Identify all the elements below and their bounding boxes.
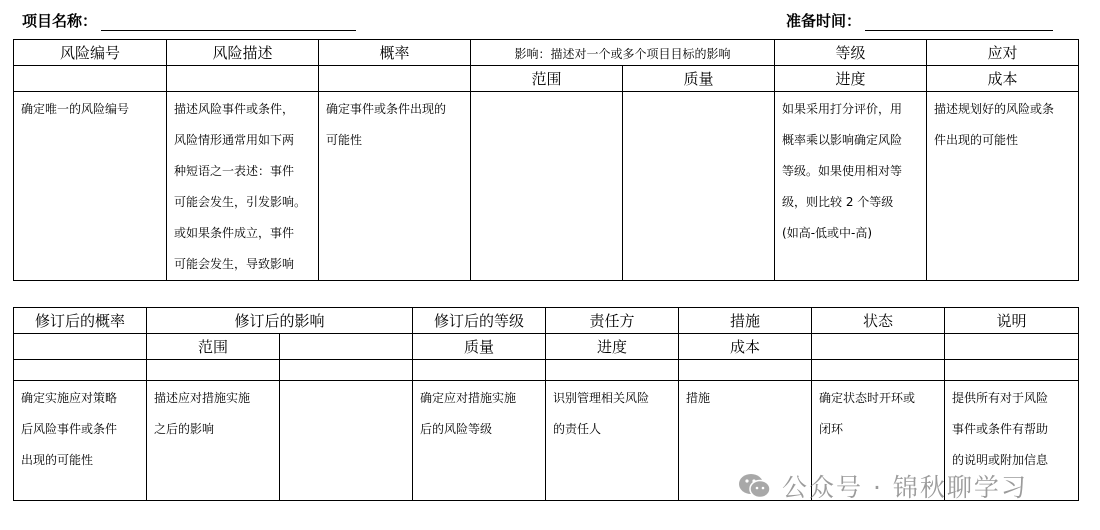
project-name-label: 项目名称： <box>22 12 98 30</box>
header-revised-rating: 修订后的等级 <box>413 308 546 334</box>
header-status: 状态 <box>812 308 945 334</box>
cell-probability: 确定事件或条件出现的 可能性 <box>319 92 471 281</box>
prep-time-row <box>786 10 1053 31</box>
subheader-schedule: 进度 <box>775 66 927 92</box>
blank-cell <box>280 360 413 381</box>
cell-response: 描述规划好的风险或条 件出现的可能性 <box>927 92 1079 281</box>
cell-owner: 识别管理相关风险 的责任人 <box>546 381 679 501</box>
cell-rating: 如果采用打分评价，用 概率乘以影响确定风险 等级。如果使用相对等 级，则比较 2 个等级 (如高-低或中-高) <box>775 92 927 281</box>
cell-revised-impact-extra <box>280 381 413 501</box>
blank-cell <box>546 360 679 381</box>
blank-cell <box>14 360 147 381</box>
wechat-icon <box>738 472 772 500</box>
blank-cell <box>147 360 280 381</box>
header-owner: 责任方 <box>546 308 679 334</box>
watermark-text: 公众号 · 锦秋聊学习 <box>782 473 1028 502</box>
subheader-empty <box>319 66 471 92</box>
subheader-empty <box>14 66 167 92</box>
subheader-scope: 范围 <box>471 66 623 92</box>
project-name-field[interactable] <box>101 12 356 31</box>
subheader-empty <box>812 334 945 360</box>
blank-cell <box>413 360 546 381</box>
header-revised-probability: 修订后的概率 <box>14 308 147 334</box>
subheader-quality: 质量 <box>413 334 546 360</box>
cell-risk-id: 确定唯一的风险编号 <box>14 92 167 281</box>
cell-actions: 措施 <box>679 381 812 501</box>
cell-notes: 提供所有对于风险 事件或条件有帮助 的说明或附加信息 <box>945 381 1079 501</box>
header-response: 应对 <box>927 40 1079 66</box>
cell-scope <box>471 92 623 281</box>
header-probability: 概率 <box>319 40 471 66</box>
subheader-schedule: 进度 <box>546 334 679 360</box>
cell-revised-impact: 描述应对措施实施 之后的影响 <box>147 381 280 501</box>
header-actions: 措施 <box>679 308 812 334</box>
cell-revised-rating: 确定应对措施实施 后的风险等级 <box>413 381 546 501</box>
cell-risk-description: 描述风险事件或条件， 风险情形通常用如下两 种短语之一表述：事件 可能会发生，引发影响。 或如果条件成立，事件 可能会发生，导致影响 <box>167 92 319 281</box>
risk-register-table <box>13 39 1079 281</box>
header-risk-id: 风险编号 <box>14 40 167 66</box>
project-name-row <box>22 10 356 31</box>
blank-cell <box>945 360 1079 381</box>
subheader-cost: 成本 <box>679 334 812 360</box>
prep-time-label: 准备时间： <box>786 12 862 30</box>
header-impact-text: 影响：描述对一个或多个项目目标的影响 <box>514 46 731 61</box>
header-risk-description: 风险描述 <box>167 40 319 66</box>
blank-cell <box>679 360 812 381</box>
header-revised-impact: 修订后的影响 <box>147 308 413 334</box>
cell-status: 确定状态时开环或 闭环 <box>812 381 945 501</box>
subheader-empty <box>14 334 147 360</box>
watermark <box>738 468 1028 504</box>
subheader-cost: 成本 <box>927 66 1079 92</box>
subheader-scope: 范围 <box>147 334 280 360</box>
subheader-quality: 质量 <box>623 66 775 92</box>
header-rating: 等级 <box>775 40 927 66</box>
subheader-empty <box>280 334 413 360</box>
subheader-empty <box>945 334 1079 360</box>
header-impact <box>471 40 775 66</box>
blank-cell <box>812 360 945 381</box>
header-notes: 说明 <box>945 308 1079 334</box>
cell-quality <box>623 92 775 281</box>
prep-time-field[interactable] <box>865 12 1053 31</box>
subheader-empty <box>167 66 319 92</box>
cell-revised-probability: 确定实施应对策略 后风险事件或条件 出现的可能性 <box>14 381 147 501</box>
